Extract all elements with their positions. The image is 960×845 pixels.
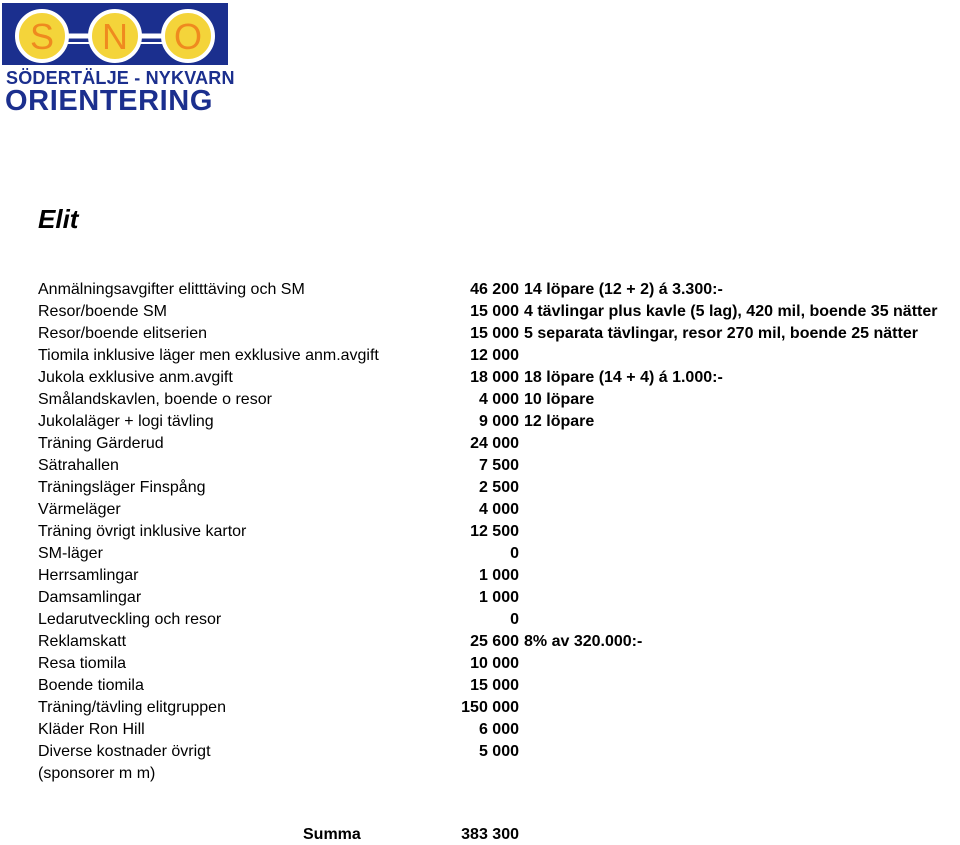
- budget-row: [0, 345, 960, 367]
- total-value: 383 300: [461, 826, 519, 843]
- budget-row: [0, 587, 960, 609]
- budget-row: [0, 521, 960, 543]
- budget-row: [0, 477, 960, 499]
- budget-row-amount: 4 000: [478, 501, 519, 518]
- budget-row: [0, 367, 960, 389]
- budget-row-note-cell: [524, 653, 960, 675]
- budget-row-label: Anmälningsavgifter elitttäving och SM: [38, 281, 305, 298]
- budget-row-label: (sponsorer m m): [38, 765, 156, 782]
- budget-row: [0, 455, 960, 477]
- logo-letter-o: O: [173, 16, 203, 57]
- budget-row-label: Värmeläger: [38, 501, 121, 518]
- budget-row-amount: 12 000: [470, 347, 519, 364]
- budget-row-amount: 10 000: [470, 655, 519, 672]
- budget-row-note-cell: [524, 697, 960, 719]
- budget-row-note-cell: [524, 345, 960, 367]
- budget-row-label: Kläder Ron Hill: [38, 721, 145, 738]
- budget-row-label: Diverse kostnader övrigt: [38, 743, 211, 760]
- budget-row: [0, 565, 960, 587]
- logo-sport-name: ORIENTERING: [5, 85, 213, 117]
- budget-row-label: Träning/tävling elitgruppen: [38, 699, 226, 716]
- budget-row-note: 14 löpare (12 + 2) á 3.300:-: [524, 281, 723, 298]
- budget-row-amount: 4 000: [478, 391, 519, 408]
- logo-wordmark: [2, 65, 235, 117]
- budget-row-note: 10 löpare: [524, 391, 595, 408]
- budget-row-note-cell: [524, 609, 960, 631]
- budget-row: [0, 631, 960, 653]
- budget-row-note-cell: [524, 521, 960, 543]
- budget-row-note-cell: [524, 477, 960, 499]
- page-heading: Elit: [38, 204, 79, 234]
- budget-row: [0, 697, 960, 719]
- budget-row-label: Resor/boende SM: [38, 303, 167, 320]
- budget-row-note: 5 separata tävlingar, resor 270 mil, boende 25 nätter: [524, 325, 918, 342]
- budget-row-amount: 150 000: [461, 699, 519, 716]
- budget-row: [0, 763, 960, 785]
- budget-row-label: Herrsamlingar: [38, 567, 139, 584]
- budget-row-label: Damsamlingar: [38, 589, 142, 606]
- budget-row-amount: 15 000: [470, 677, 519, 694]
- budget-row-note: 4 tävlingar plus kavle (5 lag), 420 mil, boende 35 nätter: [524, 303, 938, 320]
- budget-row-amount: 2 500: [478, 479, 519, 496]
- budget-row-note-cell: [524, 631, 960, 653]
- budget-row-note-cell: [524, 587, 960, 609]
- budget-row-note: 12 löpare: [524, 413, 595, 430]
- budget-row-note-cell: [524, 565, 960, 587]
- budget-row-label: Träning Gärderud: [38, 435, 164, 452]
- logo-club-name: SÖDERTÄLJE - NYKVARN: [6, 68, 235, 88]
- budget-row-label: Jukola exklusive anm.avgift: [38, 369, 233, 386]
- budget-row: [0, 389, 960, 411]
- budget-row-note-cell: [524, 389, 960, 411]
- budget-row: [0, 653, 960, 675]
- budget-row: [0, 543, 960, 565]
- budget-row: [0, 433, 960, 455]
- budget-row-amount: 9 000: [478, 413, 519, 430]
- budget-row-note-cell: [524, 367, 960, 389]
- logo-letter-n: N: [102, 16, 128, 57]
- budget-row-amount: 24 000: [470, 435, 519, 452]
- budget-row-note-cell: [524, 719, 960, 741]
- budget-row-amount: 0: [510, 611, 519, 628]
- budget-row-amount: 5 000: [478, 743, 519, 760]
- club-logo: [2, 3, 235, 117]
- budget-row-label: Träning övrigt inklusive kartor: [38, 523, 247, 540]
- budget-row-note-cell: [524, 455, 960, 477]
- budget-row-amount: 1 000: [478, 589, 519, 606]
- budget-row: [0, 719, 960, 741]
- budget-row-label: Ledarutveckling och resor: [38, 611, 222, 628]
- budget-row-amount: 1 000: [478, 567, 519, 584]
- budget-row-note-cell: [524, 763, 960, 785]
- total-label: Summa: [303, 826, 361, 843]
- budget-row: [0, 675, 960, 697]
- budget-row-amount: 0: [510, 545, 519, 562]
- budget-row-amount: 25 600: [470, 633, 519, 650]
- budget-row-note-cell: [524, 301, 960, 323]
- budget-row: [0, 609, 960, 631]
- budget-row: [0, 279, 960, 301]
- budget-row-label: SM-läger: [38, 545, 103, 562]
- budget-row-amount: 7 500: [478, 457, 519, 474]
- budget-row-amount: 12 500: [470, 523, 519, 540]
- budget-row-note-cell: [524, 741, 960, 763]
- budget-row-note-cell: [524, 543, 960, 565]
- budget-table: [0, 279, 960, 785]
- budget-row: [0, 323, 960, 345]
- budget-row-label: Tiomila inklusive läger men exklusive anm.avgift: [38, 347, 379, 364]
- budget-row-amount: 18 000: [470, 369, 519, 386]
- sno-circles-logo: [2, 3, 228, 65]
- budget-row: [0, 301, 960, 323]
- budget-row-note-cell: [524, 323, 960, 345]
- budget-row-label: Sätrahallen: [38, 457, 119, 474]
- budget-row-note-cell: [524, 411, 960, 433]
- budget-row: [0, 741, 960, 763]
- budget-row-note-cell: [524, 675, 960, 697]
- budget-row-amount: 15 000: [470, 303, 519, 320]
- budget-row-amount: 15 000: [470, 325, 519, 342]
- budget-row-label: Jukolaläger + logi tävling: [38, 413, 214, 430]
- budget-row-label: Boende tiomila: [38, 677, 144, 694]
- budget-row-note: 8% av 320.000:-: [524, 633, 643, 650]
- budget-row-label: Resa tiomila: [38, 655, 127, 672]
- budget-row-label: Reklamskatt: [38, 633, 127, 650]
- budget-row-label: Smålandskavlen, boende o resor: [38, 391, 272, 408]
- budget-row-label: Träningsläger Finspång: [38, 479, 206, 496]
- budget-row-amount: 46 200: [470, 281, 519, 298]
- logo-letter-s: S: [29, 16, 55, 57]
- budget-row: [0, 411, 960, 433]
- budget-row-note-cell: [524, 279, 960, 301]
- budget-row-note-cell: [524, 433, 960, 455]
- budget-row: [0, 499, 960, 521]
- budget-row-note: 18 löpare (14 + 4) á 1.000:-: [524, 369, 723, 386]
- budget-row-note-cell: [524, 499, 960, 521]
- budget-row-label: Resor/boende elitserien: [38, 325, 207, 342]
- budget-row-amount: 6 000: [478, 721, 519, 738]
